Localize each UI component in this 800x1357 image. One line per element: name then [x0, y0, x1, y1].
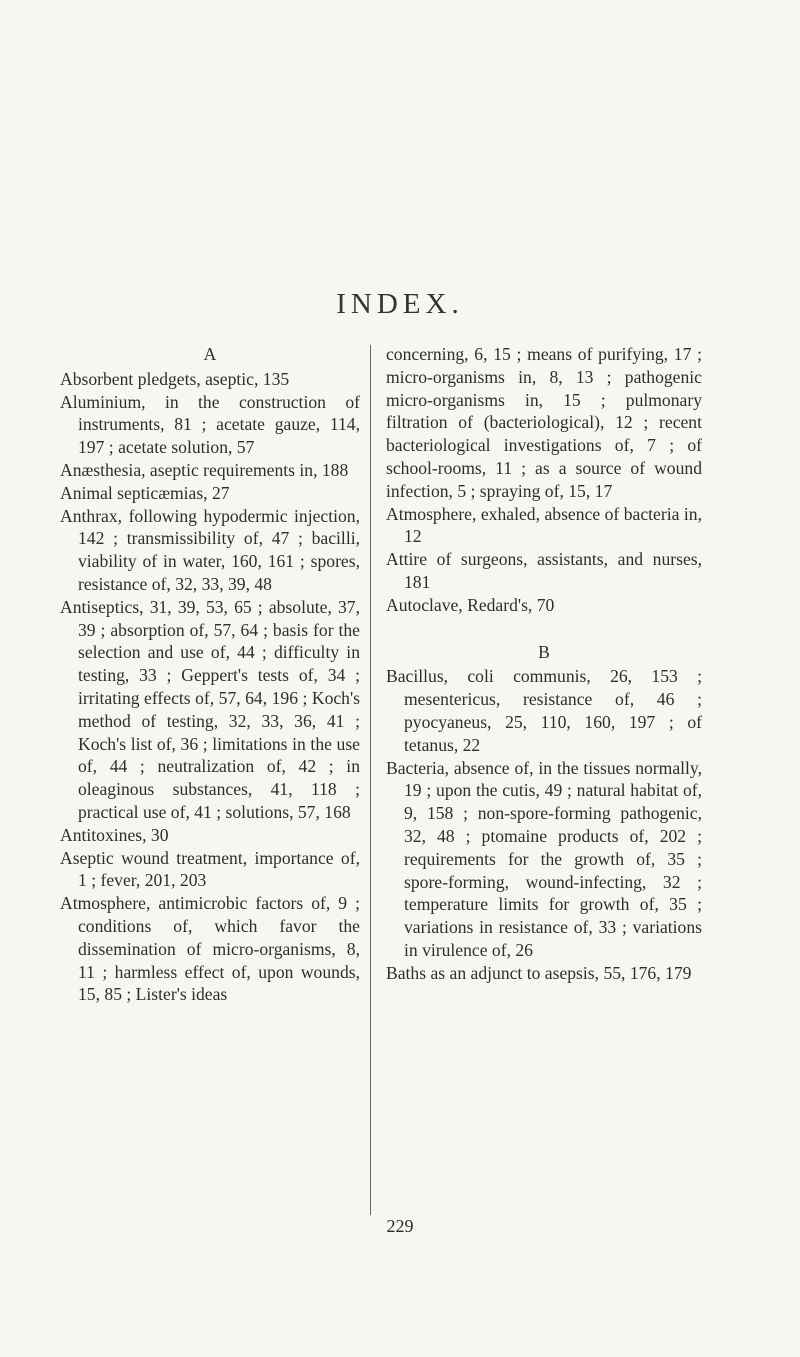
index-entry: Atmosphere, antimicrobic factors of, 9 ; conditions of, which favor the dissemination of micro-organisms, 8, 11 ; harmless effect of, upon wounds, 15, 85 ; Lister's ideas: [60, 893, 360, 1005]
section-letter-a: A: [203, 344, 217, 364]
index-entry: Absorbent pledgets, aseptic, 135: [60, 368, 290, 389]
index-column-left: [60, 343, 360, 1006]
index-entry: Atmosphere, exhaled, absence of bacteria in, 12: [386, 503, 702, 547]
index-entry: Antitoxines, 30: [60, 824, 169, 845]
index-entry: Aseptic wound treatment, importance of, 1 ; fever, 201, 203: [60, 847, 360, 891]
index-entry: Anthrax, following hypodermic injection, 142 ; transmissibility of, 47 ; bacilli, viability of in water, 160, 161 ; spores, resistance of, 32, 33, 39, 48: [60, 505, 360, 594]
index-entry: Aluminium, in the construction of instruments, 81 ; acetate gauze, 114, 197 ; acetate solution, 57: [60, 391, 360, 458]
index-entry: Autoclave, Redard's, 70: [386, 594, 555, 615]
index-entry: Antiseptics, 31, 39, 53, 65 ; absolute, 37, 39 ; absorption of, 57, 64 ; basis for the selection and use of, 44 ; difficulty in testing, 33 ; Geppert's tests of, 34 ; irritating effects of, 57, 64, 196 ; Koch's method of testing, 32, 33, 36, 41 ; Koch's list of, 36 ; limitations in the use of, 44 ; neutralization of, 42 ; in oleaginous substances, 41, 118 ; practical use of, 41 ; solutions, 57, 168: [60, 596, 360, 822]
index-entry: Animal septicæmias, 27: [60, 482, 230, 503]
page-title: INDEX.: [336, 288, 464, 320]
index-entry: Attire of surgeons, assistants, and nurses, 181: [386, 549, 702, 592]
index-column-right: [386, 343, 702, 985]
index-entry: Bacillus, coli communis, 26, 153 ; mesentericus, resistance of, 46 ; pyocyaneus, 25, 110, 160, 197 ; of tetanus, 22: [386, 666, 702, 755]
section-letter-b: B: [538, 641, 550, 662]
index-entry: Anæsthesia, aseptic requirements in, 188: [60, 459, 349, 480]
index-entry: Baths as an adjunct to asepsis, 55, 176, 179: [386, 962, 692, 983]
page-number: 229: [386, 1216, 414, 1236]
index-entry: Bacteria, absence of, in the tissues normally, 19 ; upon the cutis, 49 ; natural habitat of, 9, 158 ; non-spore-forming pathogenic, 32, 48 ; ptomaine products of, 202 ; requirements for the growth of, 35 ; spore-forming, wound-infecting, 32 ; temperature limits for growth of, 35 ; variations in resistance of, 33 ; variations in virulence of, 26: [386, 757, 702, 960]
index-entry-continuation: concerning, 6, 15 ; means of purifying, 17 ; micro-organisms in, 8, 13 ; pathogenic micro-organisms in, 15 ; pulmonary filtration of (bacteriological), 12 ; recent bacteriological investigations of, 7 ; of school-rooms, 11 ; as a source of wound infection, 5 ; spraying of, 15, 17: [386, 344, 702, 501]
column-divider: [370, 345, 371, 1215]
